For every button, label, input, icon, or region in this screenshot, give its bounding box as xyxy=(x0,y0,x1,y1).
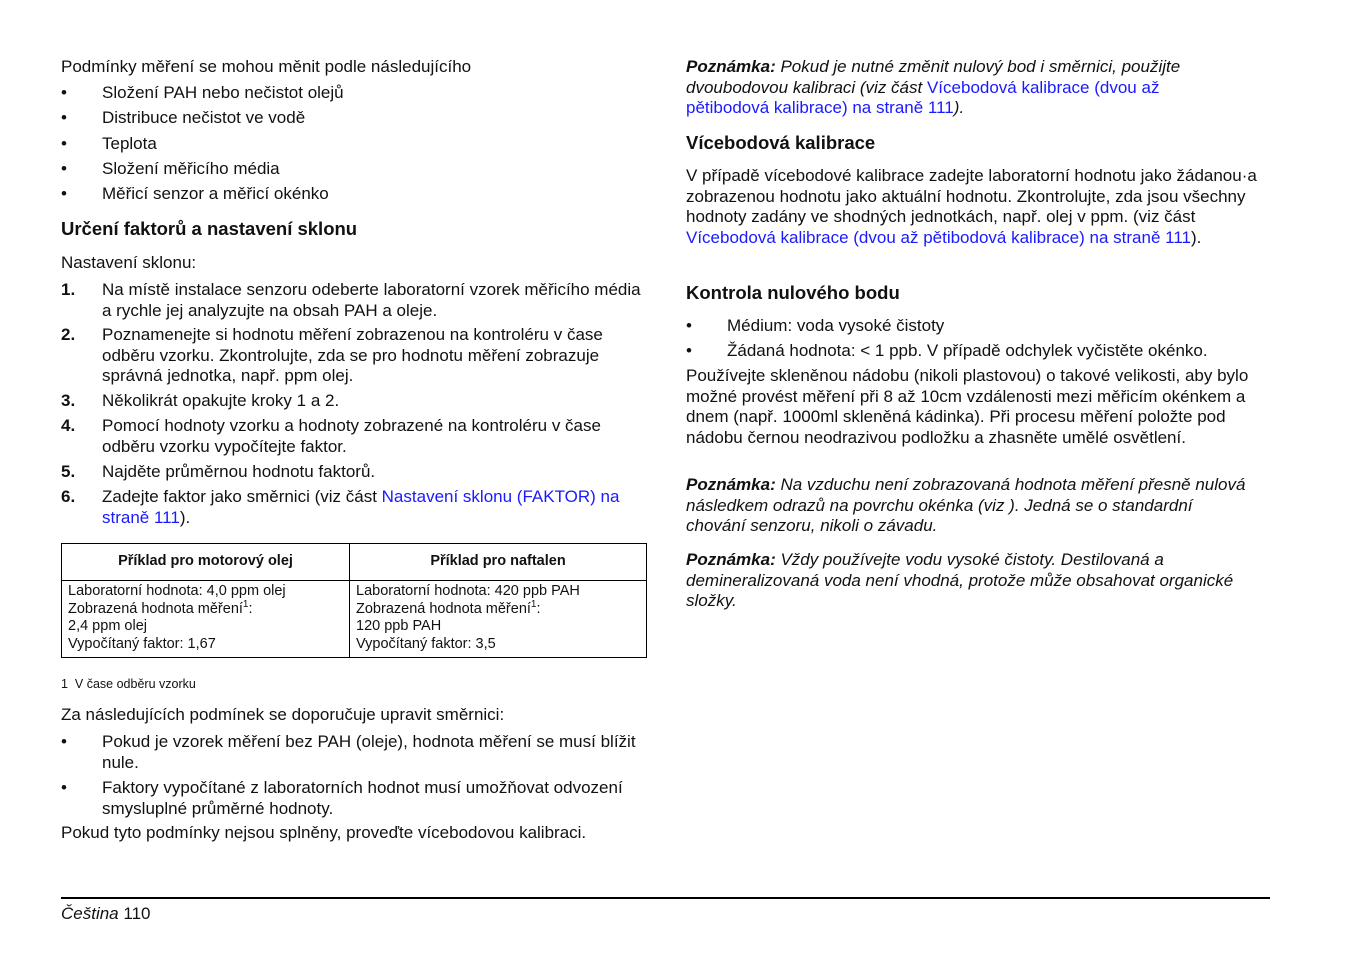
cell-line: Laboratorní hodnota: 4,0 ppm olej xyxy=(68,583,286,599)
cell-line: Laboratorní hodnota: 420 ppb PAH xyxy=(356,583,580,599)
step-text: Několikrát opakujte kroky 1 a 2. xyxy=(102,391,340,410)
paragraph-text: V případě vícebodové kalibrace zadejte laboratorní hodnotu jako žádanou·a zobrazenou hodnotu jako aktuální hodnotu. Zkontrolujte, zda jsou všechny hodnoty zadány ve shodných jednotkách, např. olej v ppm. (viz část xyxy=(686,166,1257,226)
step-text: Poznamenejte si hodnotu měření zobrazenou na kontroléru v čase odběru vzorku. Zkontrolujte, zda se pro hodnotu měření zobrazuje správná jednotka, např. ppm olej. xyxy=(102,325,603,385)
table-header: Příklad pro motorový olej xyxy=(62,544,350,581)
cell-line xyxy=(356,598,640,619)
list-item-text: Složení PAH nebo nečistot olejů xyxy=(102,83,344,102)
list-item xyxy=(686,341,1271,362)
list-item-text: Médium: voda vysoké čistoty xyxy=(727,316,945,335)
link-multipoint-calibration[interactable]: Vícebodová kalibrace (dvou až pětibodová kalibrace) na straně 111 xyxy=(686,77,1160,117)
note-text: ). xyxy=(953,98,965,117)
note-label: Poznámka: xyxy=(686,57,776,76)
step-item xyxy=(61,416,646,457)
step-text: Najděte průměrnou hodnotu faktorů. xyxy=(102,462,376,481)
bullet: • xyxy=(686,316,692,335)
bullet: • xyxy=(61,159,67,178)
cell-line: 120 ppb PAH xyxy=(356,618,442,634)
list-item-text: Žádaná hodnota: < 1 ppb. V případě odchylek vyčistěte okénko. xyxy=(727,341,1208,360)
list-item-text: Měřicí senzor a měřicí okénko xyxy=(102,184,329,203)
footer-divider xyxy=(61,897,1270,899)
cell-line: Vypočítaný faktor: 3,5 xyxy=(356,635,496,652)
cell-text: Zobrazená hodnota měření xyxy=(356,600,531,617)
footnote-ref: 1 xyxy=(530,598,537,610)
note-text: Na vzduchu není zobrazovaná hodnota měření přesně nulová následkem odrazů na povrchu okénka (viz ). Jedná se o standardní chování senzoru, nikoli o závadu. xyxy=(686,475,1246,535)
bullet: • xyxy=(61,732,67,751)
list-item-text: Teplota xyxy=(102,134,157,153)
bullet: • xyxy=(61,134,67,153)
list-item-text: Faktory vypočítané z laboratorních hodnot musí umožňovat odvození smysluplné průměrné hodnoty. xyxy=(102,778,623,818)
page-number: 110 xyxy=(123,904,151,923)
note-calibration xyxy=(686,57,1226,119)
page-footer xyxy=(61,904,150,925)
bullet: • xyxy=(686,341,692,360)
table-cell xyxy=(62,581,350,658)
note-text: Pokud je nutné změnit nulový bod i směrnici, použijte dvoubodovou kalibraci (viz část xyxy=(686,57,1181,97)
list-item xyxy=(61,134,646,155)
list-item xyxy=(61,83,646,104)
example-table xyxy=(61,543,647,658)
step-item xyxy=(61,462,646,483)
step-number: 1. xyxy=(61,280,76,299)
closing-text: Pokud tyto podmínky nejsou splněny, proveďte vícebodovou kalibraci. xyxy=(61,823,587,842)
step-text-part: ). xyxy=(179,507,191,527)
note-air-reading xyxy=(686,475,1246,537)
step-text xyxy=(102,487,646,528)
note-label: Poznámka: xyxy=(686,550,776,569)
step-number: 2. xyxy=(61,325,76,344)
list-item xyxy=(61,159,646,180)
list-item-text: Složení měřicího média xyxy=(102,159,280,178)
conditions-intro: Za následujících podmínek se doporučuje upravit směrnici: xyxy=(61,705,505,724)
note-text: Vždy používejte vodu vysoké čistoty. Destilovaná a demineralizovaná voda není vhodná, protože může obsahovat organické složky. xyxy=(686,550,1234,610)
cell-text: : xyxy=(248,600,253,617)
step-number: 5. xyxy=(61,462,76,481)
steps-intro: Nastavení sklonu: xyxy=(61,253,197,272)
step-number: 3. xyxy=(61,391,76,410)
bullet: • xyxy=(61,83,67,102)
step-item xyxy=(61,487,646,528)
link-slope-setting[interactable]: Nastavení sklonu (FAKTOR) na straně 111 xyxy=(102,487,620,527)
step-item xyxy=(61,325,646,387)
list-item xyxy=(61,108,646,129)
list-item xyxy=(61,732,646,773)
zero-check-paragraph: Používejte skleněnou nádobu (nikoli plastovou) o takové velikosti, aby bylo možné provést měření při 8 až 10cm vzdálenosti mezi měřicím okénkem a dnem (např. 1000ml skleněná kádinka). Při procesu měření položte pod nádobu černou neodrazivou podložku a zhasněte umělé osvětlení. xyxy=(686,366,1249,447)
list-item xyxy=(61,184,646,205)
table-footnote xyxy=(61,674,196,695)
footnote-ref: 1 xyxy=(242,598,249,610)
cell-line: 2,4 ppm olej xyxy=(68,618,147,634)
multipoint-paragraph xyxy=(686,166,1271,248)
footnote-text: V čase odběru vzorku xyxy=(74,677,196,691)
note-label: Poznámka: xyxy=(686,475,776,494)
step-text: Na místě instalace senzoru odeberte laboratorní vzorek měřicího média a rychle jej analyzujte na obsah PAH a oleje. xyxy=(102,280,641,320)
table-cell xyxy=(350,581,647,658)
list-item-text: Pokud je vzorek měření bez PAH (oleje), hodnota měření se musí blížit nule. xyxy=(102,732,636,772)
step-text-part: Zadejte faktor jako směrnici (viz část xyxy=(102,487,382,506)
section-heading: Kontrola nulového bodu xyxy=(686,282,900,303)
bullet: • xyxy=(61,184,67,203)
bullet: • xyxy=(61,108,67,127)
step-number: 6. xyxy=(61,487,76,506)
section-heading: Určení faktorů a nastavení sklonu xyxy=(61,218,358,239)
footnote-number: 1 xyxy=(61,677,68,691)
step-item xyxy=(61,391,646,412)
note-water-purity xyxy=(686,550,1276,612)
step-number: 4. xyxy=(61,416,76,435)
list-item-text: Distribuce nečistot ve vodě xyxy=(102,108,306,127)
cell-line xyxy=(68,598,343,619)
bullet: • xyxy=(61,778,67,797)
cell-line: Vypočítaný faktor: 1,67 xyxy=(68,635,216,652)
step-text: Pomocí hodnoty vzorku a hodnoty zobrazené na kontroléru v čase odběru vzorku vypočítejte faktor. xyxy=(102,416,601,456)
list-item xyxy=(61,778,646,819)
step-item xyxy=(61,280,646,321)
section-heading: Vícebodová kalibrace xyxy=(686,132,876,153)
link-multipoint-calibration[interactable]: Vícebodová kalibrace (dvou až pětibodová kalibrace) na straně 111 xyxy=(686,227,1191,247)
list-item xyxy=(686,316,1271,337)
table-header: Příklad pro naftalen xyxy=(350,544,647,581)
cell-text: Zobrazená hodnota měření xyxy=(68,600,243,617)
footer-language: Čeština xyxy=(61,904,119,923)
intro-text: Podmínky měření se mohou měnit podle následujícího xyxy=(61,57,472,76)
paragraph-text: ). xyxy=(1190,227,1202,247)
cell-text: : xyxy=(536,600,541,617)
